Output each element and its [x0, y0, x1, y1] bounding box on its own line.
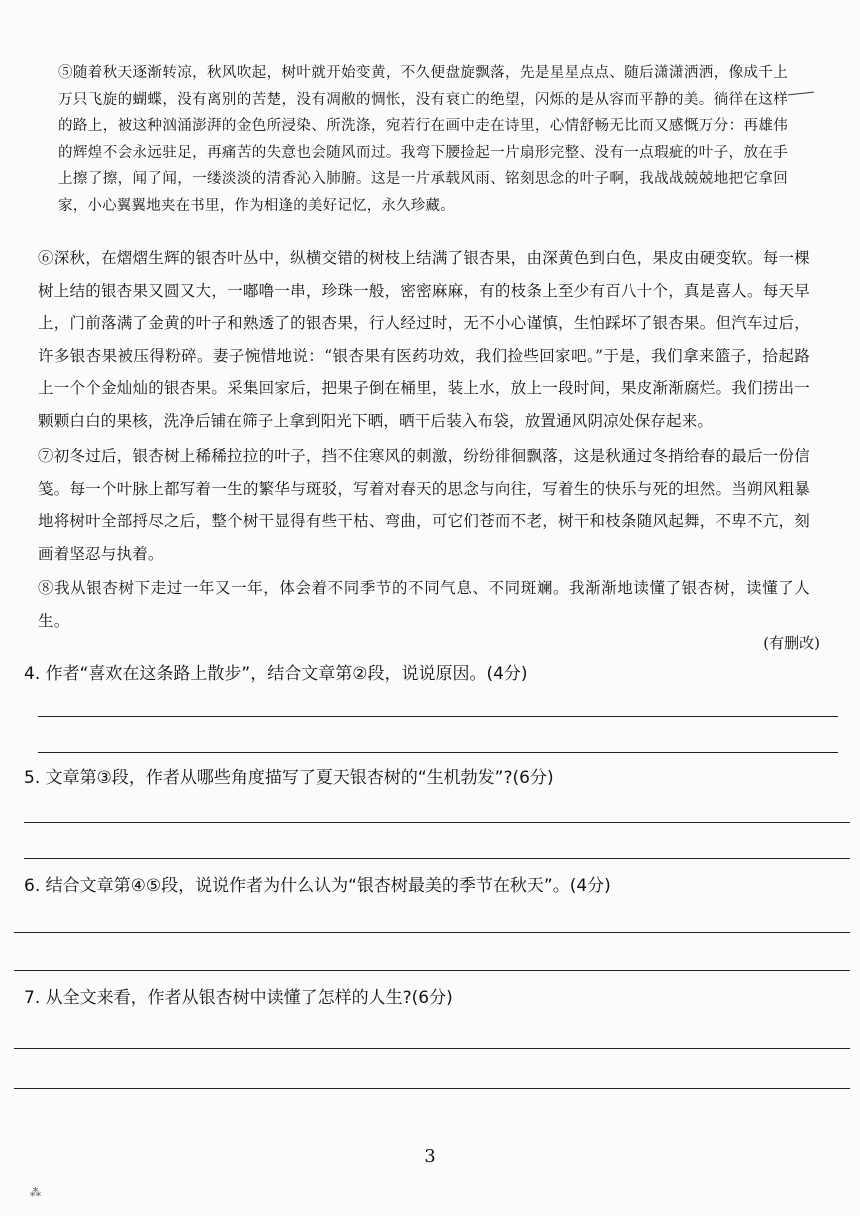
- scan-speck-icon: ⁂: [30, 1186, 41, 1199]
- question-4: 4. 作者“喜欢在这条路上散步”，结合文章第②段，说说原因。(4分): [24, 664, 528, 684]
- answer-line[interactable]: [24, 858, 850, 859]
- answer-line[interactable]: [14, 1088, 850, 1089]
- page-number: 3: [424, 1146, 436, 1167]
- answer-line[interactable]: [14, 970, 850, 971]
- answer-line[interactable]: [14, 1048, 850, 1049]
- pen-stroke-mark: [788, 92, 814, 96]
- answer-line[interactable]: [38, 716, 838, 717]
- answer-line[interactable]: [14, 932, 850, 933]
- question-7: 7. 从全文来看，作者从银杏树中读懂了怎样的人生?(6分): [24, 988, 453, 1008]
- passage-paragraph-6: ⑥深秋，在熠熠生辉的银杏叶丛中，纵横交错的树枝上结满了银杏果，由深黄色到白色，果皮由硬变软。每一棵树上结的银杏果又圆又大，一嘟噜一串，珍珠一般，密密麻麻，有的枝条上至少有百八十个，真是喜人。每天早上，门前落满了金黄的叶子和熟透了的银杏果，行人经过时，无不小心谨慎，生怕踩坏了银杏果。但汽车过后，许多银杏果被压得粉碎。妻子惋惜地说：“银杏果有医药功效，我们捡些回家吧。”于是，我们拿来篮子，拾起路上一个个金灿灿的银杏果。采集回家后，把果子倒在桶里，装上水，放上一段时间，果皮渐渐腐烂。我们捞出一颗颗白白的果核，洗净后铺在筛子上拿到阳光下晒，晒干后装入布袋，放置通风阴凉处保存起来。: [38, 249, 810, 430]
- passage-paragraph-8: ⑧我从银杏树下走过一年又一年，体会着不同季节的不同气息、不同斑斓。我渐渐地读懂了银杏树，读懂了人生。: [38, 579, 810, 630]
- answer-line[interactable]: [38, 752, 838, 753]
- passage-paragraph-7: ⑦初冬过后，银杏树上稀稀拉拉的叶子，挡不住寒风的刺激，纷纷徘徊飘落，这是秋通过冬捎给春的最后一份信笺。每一个叶脉上都写着一生的繁华与斑驳，写着对春天的思念与向往，写着生的快乐与死的坦然。当朔风粗暴地将树叶全部捋尽之后，整个树干显得有些干枯、弯曲，可它们苍而不老，树干和枝条随风起舞，不卑不亢，刻画着坚忍与执着。: [38, 447, 810, 563]
- question-6: 6. 结合文章第④⑤段，说说作者为什么认为“银杏树最美的季节在秋天”。(4分): [24, 876, 611, 896]
- question-5: 5. 文章第③段，作者从哪些角度描写了夏天银杏树的“生机勃发”?(6分): [24, 768, 554, 788]
- source-note: (有删改): [763, 634, 820, 652]
- passage-paragraph-5: ⑤随着秋天逐渐转凉，秋风吹起，树叶就开始变黄，不久便盘旋飘落，先是星星点点、随后潇潇洒洒，像成千上万只飞旋的蝴蝶，没有离别的苦楚，没有凋敝的惆怅，没有衰亡的绝望，闪烁的是从容而平静的美。徜徉在这样的路上，被这种汹涌澎湃的金色所浸染、所洗涤，宛若行在画中走在诗里，心情舒畅无比而又感慨万分：再雄伟的辉煌不会永远驻足，再痛苦的失意也会随风而过。我弯下腰捡起一片扇形完整、没有一点瑕疵的叶子，放在手上擦了擦，闻了闻，一缕淡淡的清香沁入肺腑。这是一片承载风雨、铭刻思念的叶子啊，我战战兢兢地把它拿回家，小心翼翼地夹在书里，作为相逢的美好记忆，永久珍藏。: [58, 65, 788, 214]
- answer-line[interactable]: [24, 822, 850, 823]
